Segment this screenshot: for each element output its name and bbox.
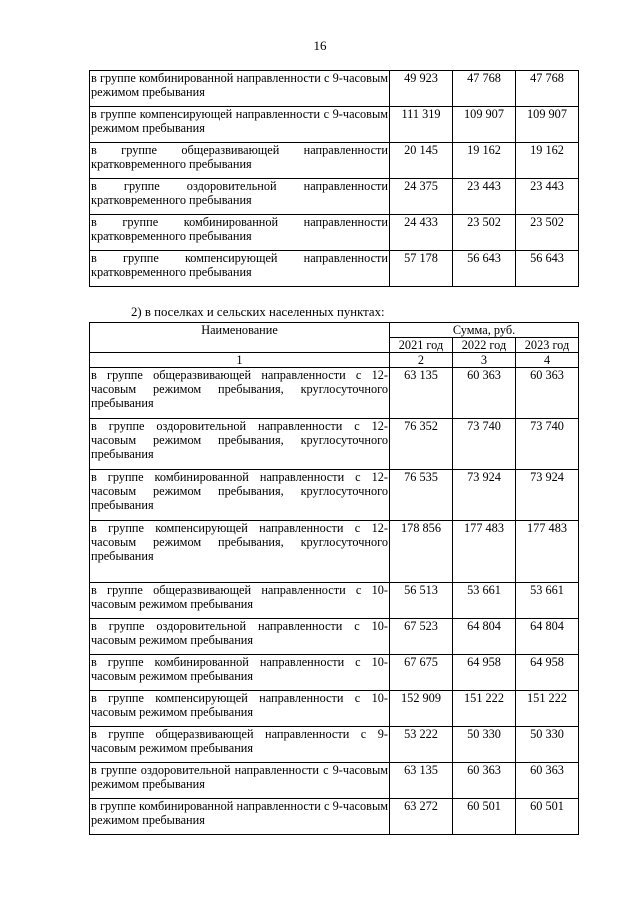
- table-row: [90, 655, 579, 691]
- value-2022-cell: 23 443: [453, 179, 516, 215]
- table-row: [90, 419, 579, 470]
- value-2021-cell: 63 272: [390, 799, 453, 835]
- table-row: [90, 71, 579, 107]
- row-name-cell: в группе комбинированной направленности с 12-часовым режимом пребывания, круглосуточного пребывания: [90, 470, 390, 521]
- value-2022-cell: 23 502: [453, 215, 516, 251]
- row-name-cell: в группе компенсирующей направленности кратковременного пребывания: [90, 251, 390, 287]
- value-2022-cell: 47 768: [453, 71, 516, 107]
- row-name-cell: в группе общеразвивающей направленности с 12-часовым режимом пребывания, круглосуточного пребывания: [90, 368, 390, 419]
- value-2021-cell: 63 135: [390, 368, 453, 419]
- value-2023-cell: 56 643: [516, 251, 579, 287]
- value-2021-cell: 76 535: [390, 470, 453, 521]
- value-2021-cell: 24 433: [390, 215, 453, 251]
- value-2023-cell: 19 162: [516, 143, 579, 179]
- value-2022-cell: 109 907: [453, 107, 516, 143]
- value-2021-cell: 152 909: [390, 691, 453, 727]
- value-2021-cell: 49 923: [390, 71, 453, 107]
- value-2022-cell: 60 363: [453, 368, 516, 419]
- value-2022-cell: 50 330: [453, 727, 516, 763]
- row-name-cell: в группе комбинированной направленности кратковременного пребывания: [90, 215, 390, 251]
- header-col-1: 1: [90, 353, 390, 368]
- section-heading: 2) в поселках и сельских населенных пунктах:: [131, 305, 385, 319]
- header-row-main: [90, 323, 579, 338]
- value-2023-cell: 60 363: [516, 763, 579, 799]
- table-row: [90, 179, 579, 215]
- value-2021-cell: 178 856: [390, 521, 453, 583]
- row-name-cell: в группе общеразвивающей направленности с 10-часовым режимом пребывания: [90, 583, 390, 619]
- table-row: [90, 470, 579, 521]
- value-2023-cell: 23 502: [516, 215, 579, 251]
- table-row: [90, 107, 579, 143]
- value-2022-cell: 60 501: [453, 799, 516, 835]
- tariff-table-villages: [89, 322, 579, 835]
- row-name-cell: в группе оздоровительной направленности кратковременного пребывания: [90, 179, 390, 215]
- table-row: [90, 799, 579, 835]
- value-2021-cell: 67 523: [390, 619, 453, 655]
- value-2022-cell: 56 643: [453, 251, 516, 287]
- header-year-2023: 2023 год: [516, 338, 579, 353]
- value-2022-cell: 177 483: [453, 521, 516, 583]
- row-name-cell: в группе комбинированной направленности с 9-часовым режимом пребывания: [90, 71, 390, 107]
- value-2022-cell: 73 924: [453, 470, 516, 521]
- value-2022-cell: 64 804: [453, 619, 516, 655]
- header-sum: Сумма, руб.: [390, 323, 579, 338]
- header-row-numbers: [90, 353, 579, 368]
- table-row: [90, 619, 579, 655]
- tariff-table-top: [89, 70, 579, 287]
- row-name-cell: в группе компенсирующей направленности с 9-часовым режимом пребывания: [90, 107, 390, 143]
- row-name-cell: в группе комбинированной направленности с 10-часовым режимом пребывания: [90, 655, 390, 691]
- row-name-cell: в группе общеразвивающей направленности кратковременного пребывания: [90, 143, 390, 179]
- header-year-2022: 2022 год: [453, 338, 516, 353]
- value-2021-cell: 24 375: [390, 179, 453, 215]
- value-2023-cell: 64 958: [516, 655, 579, 691]
- value-2021-cell: 111 319: [390, 107, 453, 143]
- value-2021-cell: 76 352: [390, 419, 453, 470]
- table-row: [90, 143, 579, 179]
- table-row: [90, 691, 579, 727]
- value-2021-cell: 53 222: [390, 727, 453, 763]
- value-2023-cell: 151 222: [516, 691, 579, 727]
- header-year-2021: 2021 год: [390, 338, 453, 353]
- row-name-cell: в группе оздоровительной направленности с 12-часовым режимом пребывания, круглосуточного пребывания: [90, 419, 390, 470]
- value-2022-cell: 60 363: [453, 763, 516, 799]
- value-2023-cell: 73 740: [516, 419, 579, 470]
- table-row: [90, 727, 579, 763]
- value-2023-cell: 177 483: [516, 521, 579, 583]
- table-row: [90, 251, 579, 287]
- row-name-cell: в группе компенсирующей направленности с 12-часовым режимом пребывания, круглосуточного пребывания: [90, 521, 390, 583]
- value-2022-cell: 19 162: [453, 143, 516, 179]
- value-2021-cell: 63 135: [390, 763, 453, 799]
- row-name-cell: в группе компенсирующей направленности с 10-часовым режимом пребывания: [90, 691, 390, 727]
- value-2023-cell: 60 363: [516, 368, 579, 419]
- table-row: [90, 521, 579, 583]
- value-2023-cell: 47 768: [516, 71, 579, 107]
- value-2021-cell: 57 178: [390, 251, 453, 287]
- value-2022-cell: 53 661: [453, 583, 516, 619]
- value-2023-cell: 50 330: [516, 727, 579, 763]
- value-2022-cell: 73 740: [453, 419, 516, 470]
- header-name: Наименование: [90, 323, 390, 353]
- row-name-cell: в группе комбинированной направленности с 9-часовым режимом пребывания: [90, 799, 390, 835]
- header-col-3: 3: [453, 353, 516, 368]
- value-2022-cell: 64 958: [453, 655, 516, 691]
- row-name-cell: в группе оздоровительной направленности с 9-часовым режимом пребывания: [90, 763, 390, 799]
- table-row: [90, 368, 579, 419]
- value-2022-cell: 151 222: [453, 691, 516, 727]
- value-2023-cell: 64 804: [516, 619, 579, 655]
- header-col-2: 2: [390, 353, 453, 368]
- value-2021-cell: 56 513: [390, 583, 453, 619]
- value-2023-cell: 53 661: [516, 583, 579, 619]
- value-2023-cell: 23 443: [516, 179, 579, 215]
- row-name-cell: в группе оздоровительной направленности с 10-часовым режимом пребывания: [90, 619, 390, 655]
- value-2021-cell: 20 145: [390, 143, 453, 179]
- page-number: 16: [313, 38, 327, 53]
- header-col-4: 4: [516, 353, 579, 368]
- row-name-cell: в группе общеразвивающей направленности с 9-часовым режимом пребывания: [90, 727, 390, 763]
- table-row: [90, 215, 579, 251]
- value-2023-cell: 60 501: [516, 799, 579, 835]
- value-2023-cell: 109 907: [516, 107, 579, 143]
- table-row: [90, 583, 579, 619]
- table-row: [90, 763, 579, 799]
- value-2023-cell: 73 924: [516, 470, 579, 521]
- value-2021-cell: 67 675: [390, 655, 453, 691]
